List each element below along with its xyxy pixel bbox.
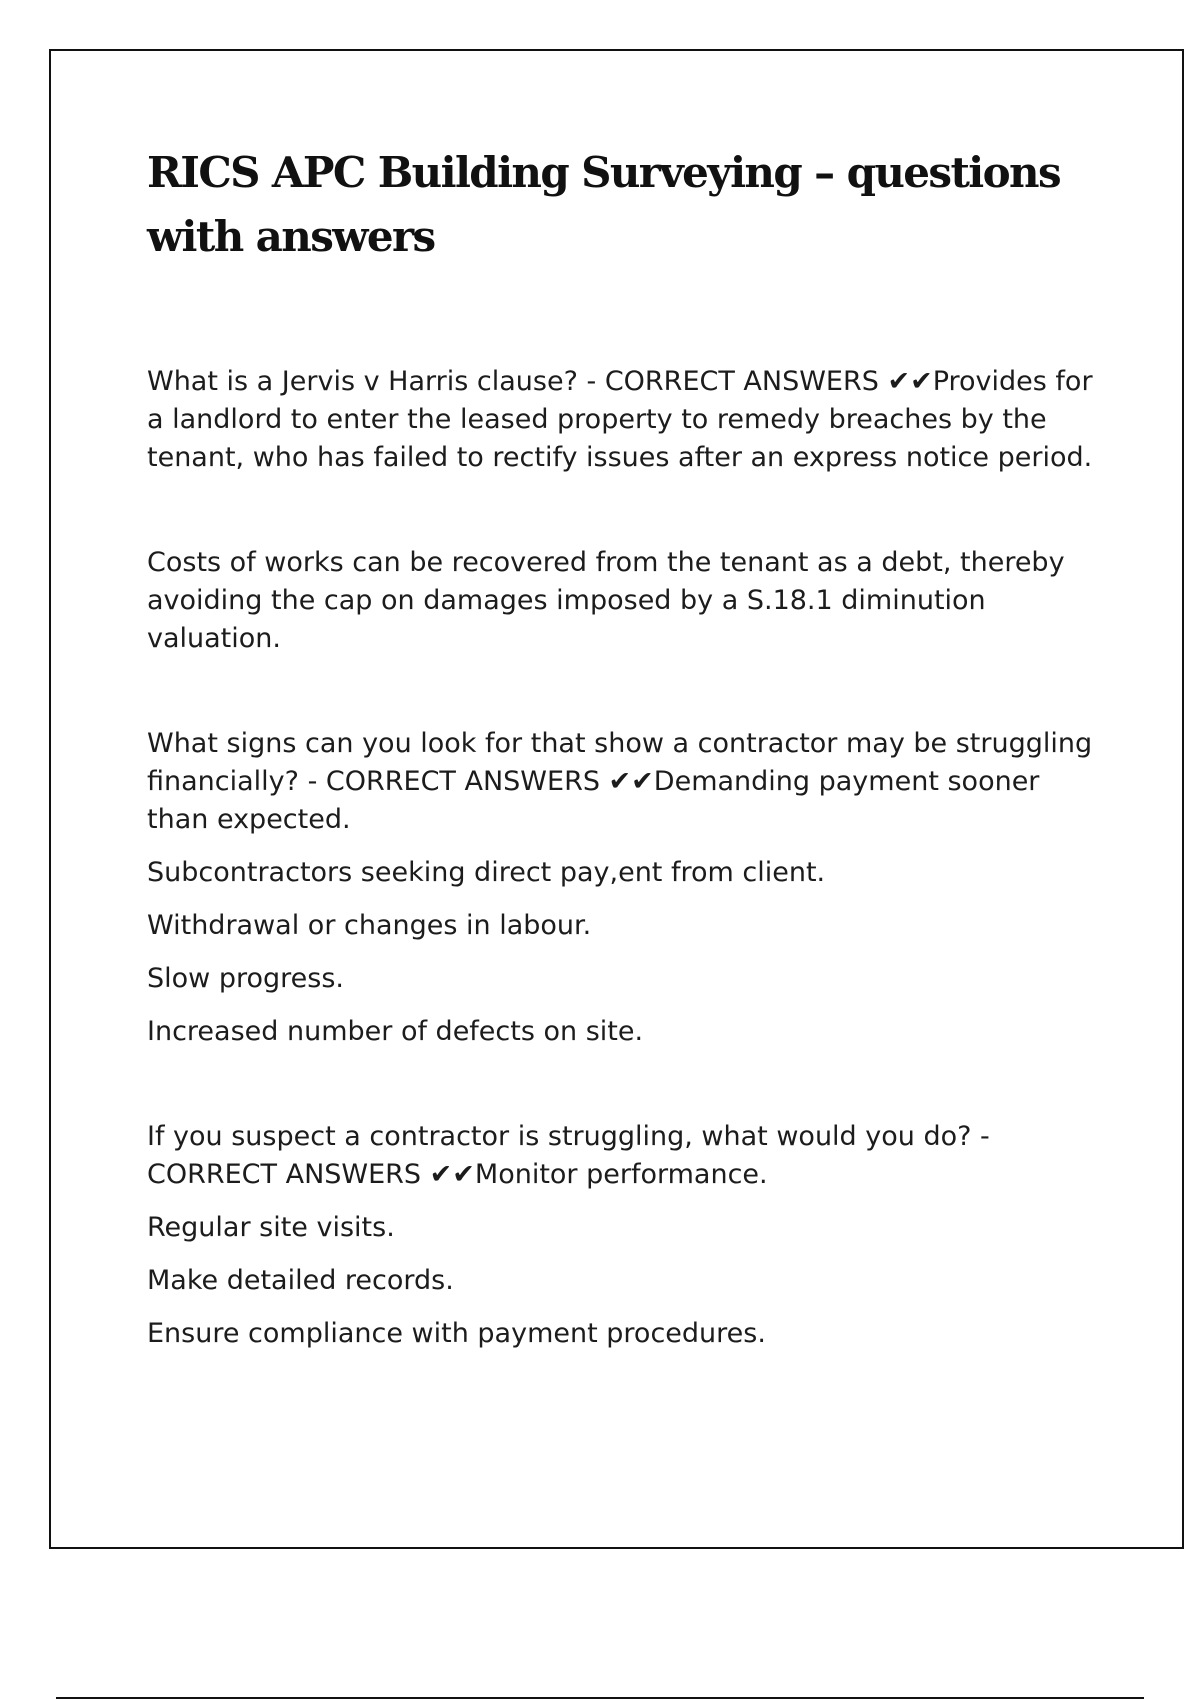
answer-line: Subcontractors seeking direct pay,ent from client. [147,857,826,888]
answer-line: Make detailed records. [147,1265,454,1296]
document-title: RICS APC Building Surveying – questions with answers [147,148,1060,261]
question-jervis-harris: What is a Jervis v Harris clause? - CORRECT ANSWERS ✔✔Provides for a landlord to enter the leased property to remedy breaches by the tenant, who has failed to rectify issues after an express notice period. [147,366,1093,473]
question-contractor-struggling: If you suspect a contractor is struggling, what would you do? - CORRECT ANSWERS ✔✔Monitor performance. [147,1121,990,1190]
answer-line: Ensure compliance with payment procedures. [147,1318,766,1349]
question-contractor-signs: What signs can you look for that show a contractor may be struggling financially? - CORRECT ANSWERS ✔✔Demanding payment sooner than expected. [147,728,1093,835]
qa-list [147,363,1107,1353]
answer-line: Increased number of defects on site. [147,1016,644,1047]
answer-line: Slow progress. [147,963,344,994]
answer-paragraph: Costs of works can be recovered from the tenant as a debt, thereby avoiding the cap on damages imposed by a S.18.1 diminution valuation. [147,547,1065,654]
footer-rule [56,1697,1144,1699]
answer-line: Withdrawal or changes in labour. [147,910,592,941]
document-content [147,141,1107,1353]
answer-line: Regular site visits. [147,1212,395,1243]
page-frame [49,49,1184,1549]
